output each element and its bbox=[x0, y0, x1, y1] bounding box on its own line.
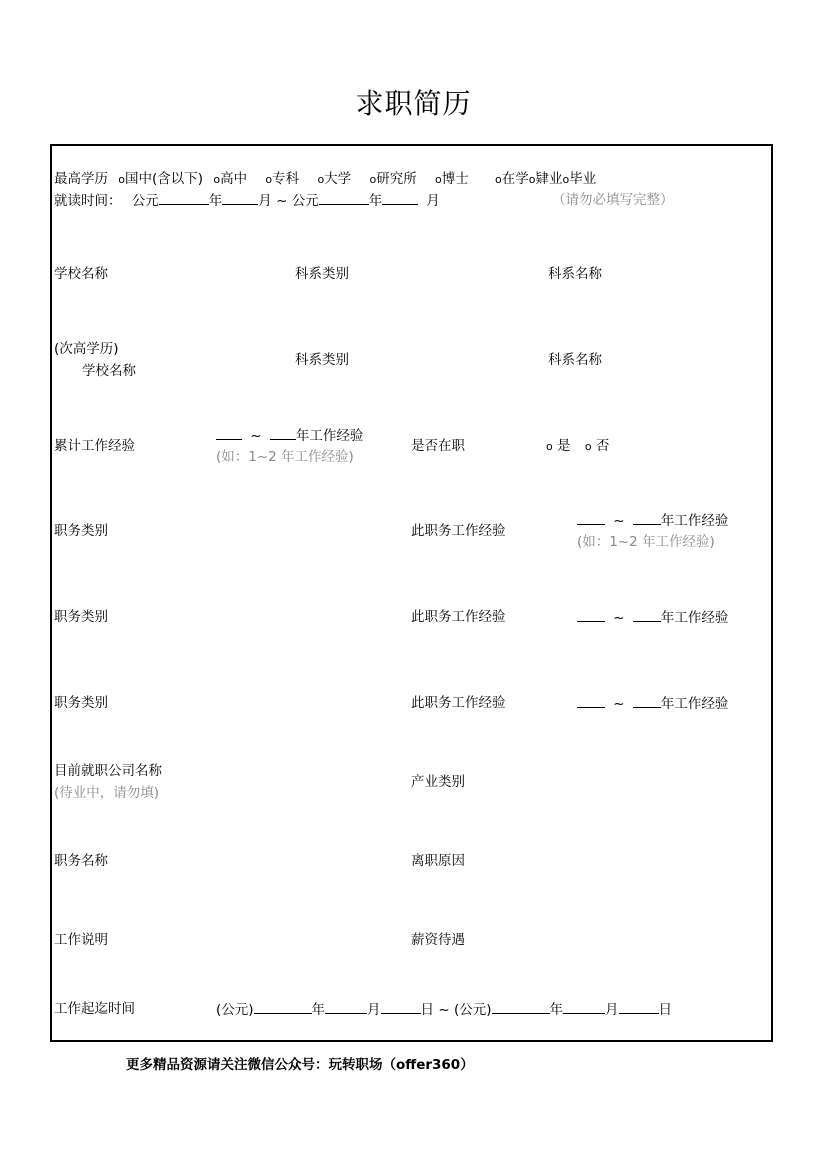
exp-unit: 年工作经验 bbox=[295, 428, 364, 444]
start-month-field[interactable] bbox=[222, 192, 258, 205]
job-exp-max-field[interactable] bbox=[633, 695, 661, 708]
tilde-separator: ~ bbox=[250, 428, 262, 444]
year-label: 年 bbox=[549, 1002, 563, 1018]
start-year-field[interactable] bbox=[159, 192, 209, 205]
gongyuan-label: (公元) bbox=[216, 1002, 254, 1018]
year-label: 年 bbox=[368, 193, 383, 209]
job-type-label: 职务类别 bbox=[54, 695, 108, 711]
tilde-separator: ~ bbox=[613, 513, 625, 529]
job-exp-max-field[interactable] bbox=[633, 609, 661, 622]
option-no: 否 bbox=[595, 438, 610, 454]
option-dropout: 肄业 bbox=[535, 171, 563, 187]
fill-hint: （请勿必填写完整） bbox=[552, 192, 674, 208]
tilde-separator: ~ bbox=[613, 610, 625, 626]
radio-icon[interactable]: o bbox=[435, 173, 442, 186]
study-period-row bbox=[54, 192, 440, 209]
footer-note: 更多精品资源请关注微信公众号：玩转职场（offer360） bbox=[126, 1057, 474, 1073]
employed-options bbox=[546, 438, 609, 455]
exp-max-field[interactable] bbox=[270, 427, 296, 440]
salary-label: 薪资待遇 bbox=[411, 932, 465, 948]
month-label: 月 bbox=[605, 1002, 619, 1018]
company-hint: (待业中，请勿填) bbox=[54, 785, 160, 801]
radio-icon[interactable]: o bbox=[369, 173, 377, 186]
work-start-day-field[interactable] bbox=[381, 1001, 421, 1014]
job-experience-label: 此职务工作经验 bbox=[411, 523, 506, 539]
month-label: 月 bbox=[258, 193, 272, 209]
industry-label: 产业类别 bbox=[411, 774, 465, 790]
job-experience-label: 此职务工作经验 bbox=[411, 609, 506, 625]
option-graduate: 研究所 bbox=[376, 171, 417, 187]
end-year-field[interactable] bbox=[319, 192, 369, 205]
option-middle-school: 国中(含以下) bbox=[125, 171, 204, 187]
second-degree-label: (次高学历) bbox=[54, 341, 119, 357]
year-label: 年 bbox=[208, 193, 223, 209]
job-exp-min-field[interactable] bbox=[577, 695, 605, 708]
dept-name-label: 科系名称 bbox=[548, 266, 602, 282]
job-experience-hint: (如：1~2 年工作经验) bbox=[577, 534, 715, 550]
radio-icon[interactable]: o bbox=[265, 173, 273, 186]
option-phd: 博士 bbox=[441, 171, 469, 187]
school-name-label: 学校名称 bbox=[54, 266, 108, 282]
job-experience-range bbox=[577, 609, 728, 626]
education-label: 最高学历 bbox=[54, 171, 108, 187]
work-start-year-field[interactable] bbox=[254, 1001, 312, 1014]
job-experience-label: 此职务工作经验 bbox=[411, 695, 506, 711]
radio-icon[interactable]: o bbox=[528, 173, 536, 186]
job-exp-max-field[interactable] bbox=[633, 512, 661, 525]
leave-reason-label: 离职原因 bbox=[411, 853, 465, 869]
dept-type-label: 科系类别 bbox=[295, 266, 349, 282]
radio-icon[interactable]: o bbox=[118, 173, 126, 186]
end-month-field[interactable] bbox=[382, 192, 418, 205]
second-school-name-label: 学校名称 bbox=[82, 363, 136, 379]
exp-min-field[interactable] bbox=[216, 427, 242, 440]
gongyuan-label: (公元) bbox=[453, 1002, 492, 1018]
option-yes: 是 bbox=[557, 438, 571, 454]
year-label: 年 bbox=[311, 1002, 326, 1018]
day-label: 日 bbox=[420, 1002, 435, 1018]
work-start-month-field[interactable] bbox=[325, 1001, 367, 1014]
job-exp-min-field[interactable] bbox=[577, 512, 605, 525]
education-row bbox=[54, 171, 596, 188]
option-graduated: 毕业 bbox=[569, 171, 597, 187]
radio-icon[interactable]: o bbox=[562, 173, 570, 186]
company-name-label: 目前就职公司名称 bbox=[54, 763, 162, 779]
total-experience-range bbox=[216, 427, 363, 444]
month-label: 月 bbox=[367, 1002, 381, 1018]
experience-hint: (如：1~2 年工作经验) bbox=[216, 449, 354, 465]
work-period-range bbox=[216, 1001, 672, 1018]
work-end-day-field[interactable] bbox=[619, 1001, 659, 1014]
work-period-label: 工作起迄时间 bbox=[54, 1001, 135, 1017]
option-high-school: 高中 bbox=[220, 171, 248, 187]
study-period-label: 就读时间： bbox=[54, 193, 122, 209]
job-experience-range bbox=[577, 695, 728, 712]
employed-label: 是否在职 bbox=[411, 438, 465, 454]
job-type-label: 职务类别 bbox=[54, 523, 108, 539]
radio-icon[interactable]: o bbox=[495, 173, 502, 186]
position-name-label: 职务名称 bbox=[54, 853, 108, 869]
work-description-label: 工作说明 bbox=[54, 932, 108, 948]
option-studying: 在学 bbox=[501, 171, 529, 187]
job-exp-unit: 年工作经验 bbox=[660, 610, 729, 626]
option-college: 专科 bbox=[272, 171, 300, 187]
job-type-label: 职务类别 bbox=[54, 609, 108, 625]
page-title: 求职简历 bbox=[355, 87, 472, 120]
gongyuan-label: 公元 bbox=[131, 193, 159, 209]
job-exp-unit: 年工作经验 bbox=[660, 696, 729, 712]
radio-icon[interactable]: o bbox=[317, 173, 325, 186]
radio-icon[interactable]: o bbox=[546, 440, 553, 453]
tilde-separator: ~ bbox=[613, 696, 625, 712]
tilde-separator: ~ bbox=[438, 1002, 450, 1018]
radio-icon[interactable]: o bbox=[584, 440, 592, 453]
job-exp-unit: 年工作经验 bbox=[660, 513, 729, 529]
tilde-separator: ~ bbox=[276, 193, 288, 209]
gongyuan-label: 公元 bbox=[291, 193, 319, 209]
work-end-year-field[interactable] bbox=[492, 1001, 550, 1014]
option-university: 大学 bbox=[324, 171, 352, 187]
second-dept-type-label: 科系类别 bbox=[295, 352, 349, 368]
radio-icon[interactable]: o bbox=[213, 173, 221, 186]
second-dept-name-label: 科系名称 bbox=[548, 352, 602, 368]
job-experience-range bbox=[577, 512, 728, 529]
resume-form bbox=[50, 144, 773, 1042]
work-end-month-field[interactable] bbox=[563, 1001, 605, 1014]
day-label: 日 bbox=[658, 1002, 672, 1018]
month-label: 月 bbox=[426, 193, 440, 209]
job-exp-min-field[interactable] bbox=[577, 609, 605, 622]
total-experience-label: 累计工作经验 bbox=[54, 438, 135, 454]
